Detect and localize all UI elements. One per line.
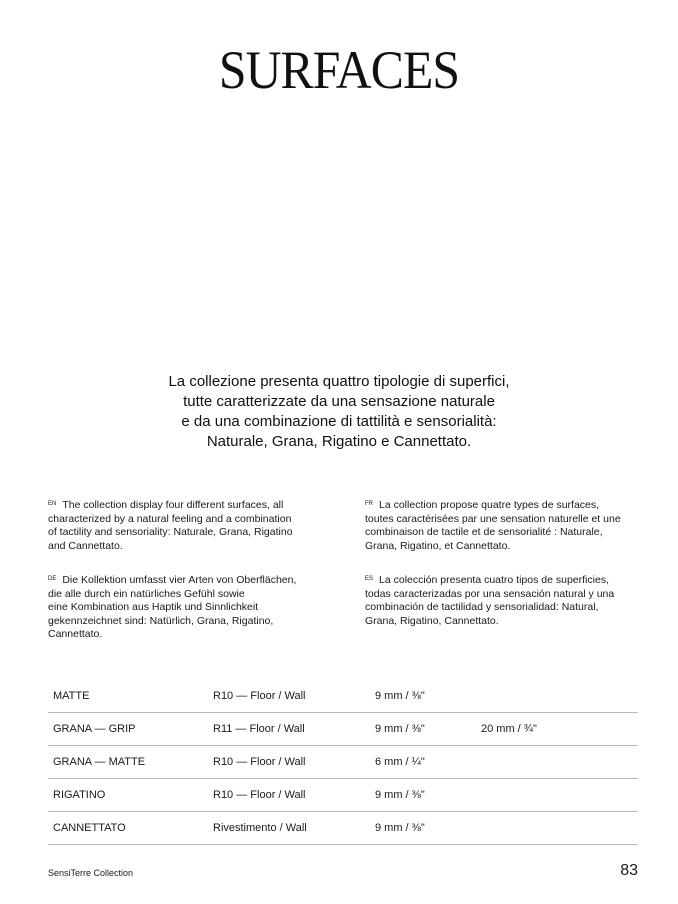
table-row bbox=[48, 746, 638, 779]
page-number: 83 bbox=[620, 862, 638, 879]
intro-line: e da una combinazione di tattilità e sensorialità: bbox=[181, 413, 497, 430]
lang-code: EN bbox=[48, 501, 57, 507]
surface-name: RIGATINO bbox=[53, 789, 106, 801]
text-line: La collection propose quatre types de surfaces, bbox=[379, 499, 600, 511]
text-line: Grana, Rigatino, Cannettato. bbox=[365, 614, 499, 627]
text-line: toutes caractérisées par une sensation naturelle et une bbox=[365, 512, 621, 525]
text-line: Cannettato. bbox=[48, 628, 103, 640]
text-line: Grana, Rigatino, et Cannettato. bbox=[365, 539, 511, 552]
thickness: 9 mm / ⅜" bbox=[375, 789, 425, 801]
intro-text bbox=[0, 372, 678, 452]
text-block-es bbox=[365, 574, 640, 628]
surface-name: GRANA — MATTE bbox=[53, 756, 146, 768]
intro-line: Naturale, Grana, Rigatino e Cannettato. bbox=[206, 433, 472, 450]
surface-name: GRANA — GRIP bbox=[53, 723, 136, 735]
table-row bbox=[48, 713, 638, 746]
text-line: Die Kollektion umfasst vier Arten von Oberflächen, bbox=[62, 574, 297, 586]
text-line: combinaison de tactile et de sensorialité : Naturale, bbox=[365, 526, 603, 538]
text-line: characterized by a natural feeling and a combination bbox=[48, 512, 292, 525]
table-row bbox=[48, 812, 638, 845]
text-line: todas caracterizadas por una sensación natural y una bbox=[365, 587, 615, 600]
surface-use: R11 — Floor / Wall bbox=[213, 723, 305, 735]
surface-use: Rivestimento / Wall bbox=[213, 822, 307, 834]
thickness-alt: 20 mm / ¾" bbox=[481, 723, 537, 735]
text-line: die alle durch ein natürliches Gefühl sowie bbox=[48, 587, 245, 600]
thickness: 9 mm / ⅜" bbox=[375, 690, 425, 702]
collection-name: SensiTerre Collection bbox=[48, 868, 134, 878]
surface-table bbox=[48, 680, 638, 845]
thickness: 6 mm / ¼" bbox=[375, 756, 425, 768]
thickness: 9 mm / ⅜" bbox=[375, 822, 425, 834]
intro-line: tutte caratterizzate da una sensazione naturale bbox=[183, 393, 495, 410]
table-row bbox=[48, 680, 638, 713]
lang-code: FR bbox=[365, 501, 373, 507]
surface-name: MATTE bbox=[53, 690, 90, 702]
text-line: and Cannettato. bbox=[48, 539, 123, 552]
surface-use: R10 — Floor / Wall bbox=[213, 690, 306, 702]
intro-line: La collezione presenta quattro tipologie di superfici, bbox=[168, 373, 510, 390]
lang-code: DE bbox=[48, 576, 57, 582]
text-block-de bbox=[48, 574, 323, 642]
text-block-en bbox=[48, 499, 323, 553]
text-line: La colección presenta cuatro tipos de superficies, bbox=[379, 574, 609, 586]
surface-use: R10 — Floor / Wall bbox=[213, 789, 306, 801]
text-line: gekennzeichnet sind: Natürlich, Grana, Rigatino, bbox=[48, 614, 274, 627]
text-line: combinación de tactilidad y sensorialidad: Natural, bbox=[365, 601, 599, 613]
text-block-fr bbox=[365, 499, 640, 553]
text-line: of tactility and sensoriality: Naturale, Grana, Rigatino bbox=[48, 526, 293, 538]
surface-use: R10 — Floor / Wall bbox=[213, 756, 306, 768]
table-row bbox=[48, 779, 638, 812]
text-line: eine Kombination aus Haptik und Sinnlichkeit bbox=[48, 601, 259, 613]
thickness: 9 mm / ⅜" bbox=[375, 723, 425, 735]
page-title: SURFACES bbox=[218, 40, 460, 100]
lang-code: ES bbox=[365, 576, 374, 582]
text-line: The collection display four different surfaces, all bbox=[62, 499, 284, 511]
surface-name: CANNETTATO bbox=[53, 822, 126, 834]
